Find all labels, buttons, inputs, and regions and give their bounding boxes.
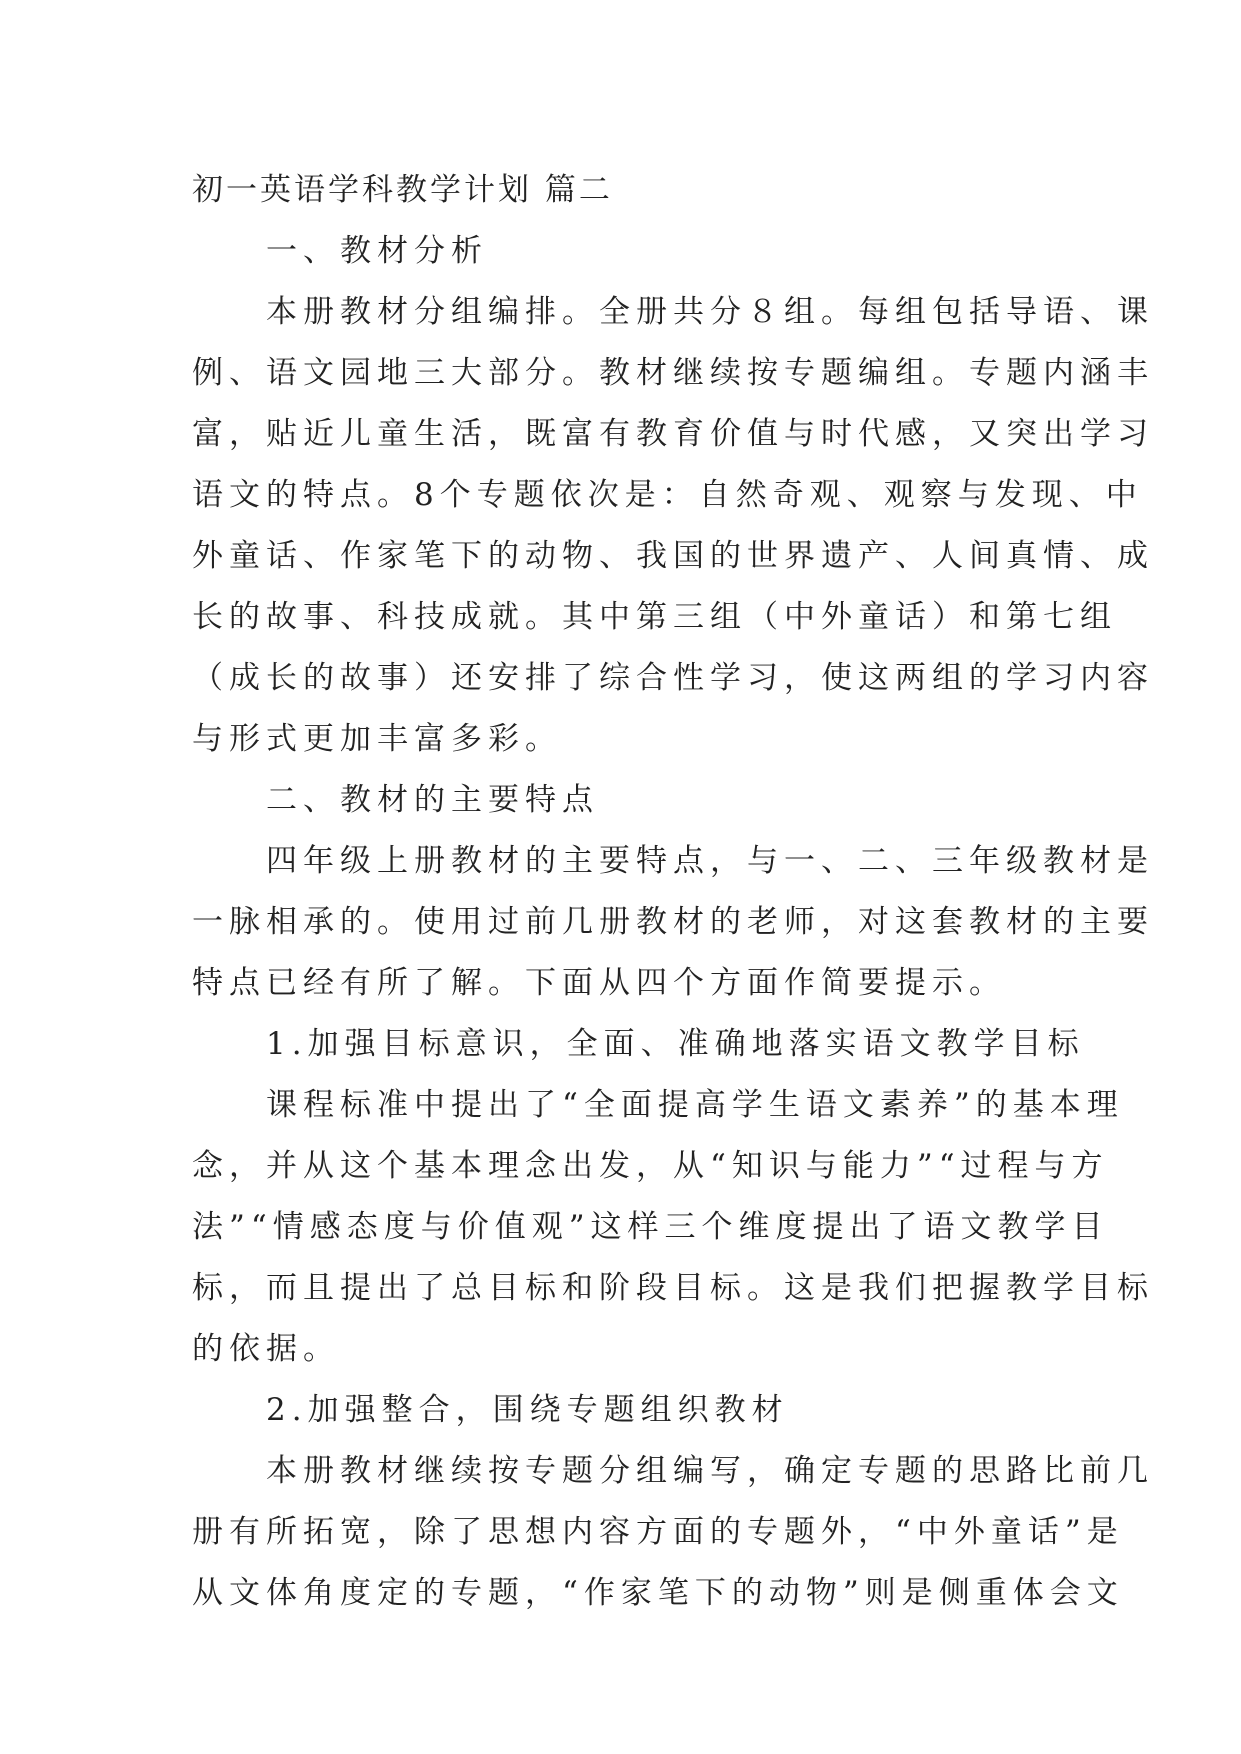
paragraph-line: 特点已经有所了解。下面从四个方面作简要提示。 [192, 965, 1006, 1001]
paragraph-line: 语文的特点。8个专题依次是：自然奇观、观察与发现、中 [192, 477, 1143, 513]
paragraph-line: 册有所拓宽，除了思想内容方面的专题外，“中外童话”是 [192, 1514, 1124, 1550]
paragraph-line: 标，而且提出了总目标和阶段目标。这是我们把握教学目标 [192, 1270, 1154, 1306]
paragraph-line: 一脉相承的。使用过前几册教材的老师，对这套教材的主要 [192, 904, 1154, 940]
section-heading: 一、教材分析 [192, 233, 488, 269]
paragraph-line: 法”“情感态度与价值观”这样三个维度提出了语文教学目 [192, 1209, 1109, 1245]
paragraph-line: 富，贴近儿童生活，既富有教育价值与时代感，又突出学习 [192, 416, 1154, 452]
subsection-heading: 2.加强整合，围绕专题组织教材 [192, 1392, 789, 1428]
subsection-heading: 1.加强目标意识，全面、准确地落实语文教学目标 [192, 1026, 1085, 1062]
paragraph-line: 念，并从这个基本理念出发，从“知识与能力”“过程与方 [192, 1148, 1109, 1184]
paragraph-line: 例、语文园地三大部分。教材继续按专题编组。专题内涵丰 [192, 355, 1154, 391]
paragraph-line: 与形式更加丰富多彩。 [192, 721, 562, 757]
paragraph-line: 本册教材继续按专题分组编写，确定专题的思路比前几 [192, 1453, 1154, 1489]
section-heading: 二、教材的主要特点 [192, 782, 599, 818]
paragraph-line: 四年级上册教材的主要特点，与一、二、三年级教材是 [192, 843, 1154, 879]
paragraph-line: 的依据。 [192, 1331, 340, 1367]
paragraph-line: 从文体角度定的专题，“作家笔下的动物”则是侧重体会文 [192, 1575, 1124, 1611]
document-title: 初一英语学科教学计划 篇二 [192, 172, 613, 208]
paragraph-line: 课程标准中提出了“全面提高学生语文素养”的基本理 [192, 1087, 1124, 1123]
paragraph-line: 本册教材分组编排。全册共分８组。每组包括导语、课 [192, 294, 1154, 330]
paragraph-line: 长的故事、科技成就。其中第三组（中外童话）和第七组 [192, 599, 1117, 635]
paragraph-line: （成长的故事）还安排了综合性学习，使这两组的学习内容 [192, 660, 1154, 696]
paragraph-line: 外童话、作家笔下的动物、我国的世界遗产、人间真情、成 [192, 538, 1154, 574]
